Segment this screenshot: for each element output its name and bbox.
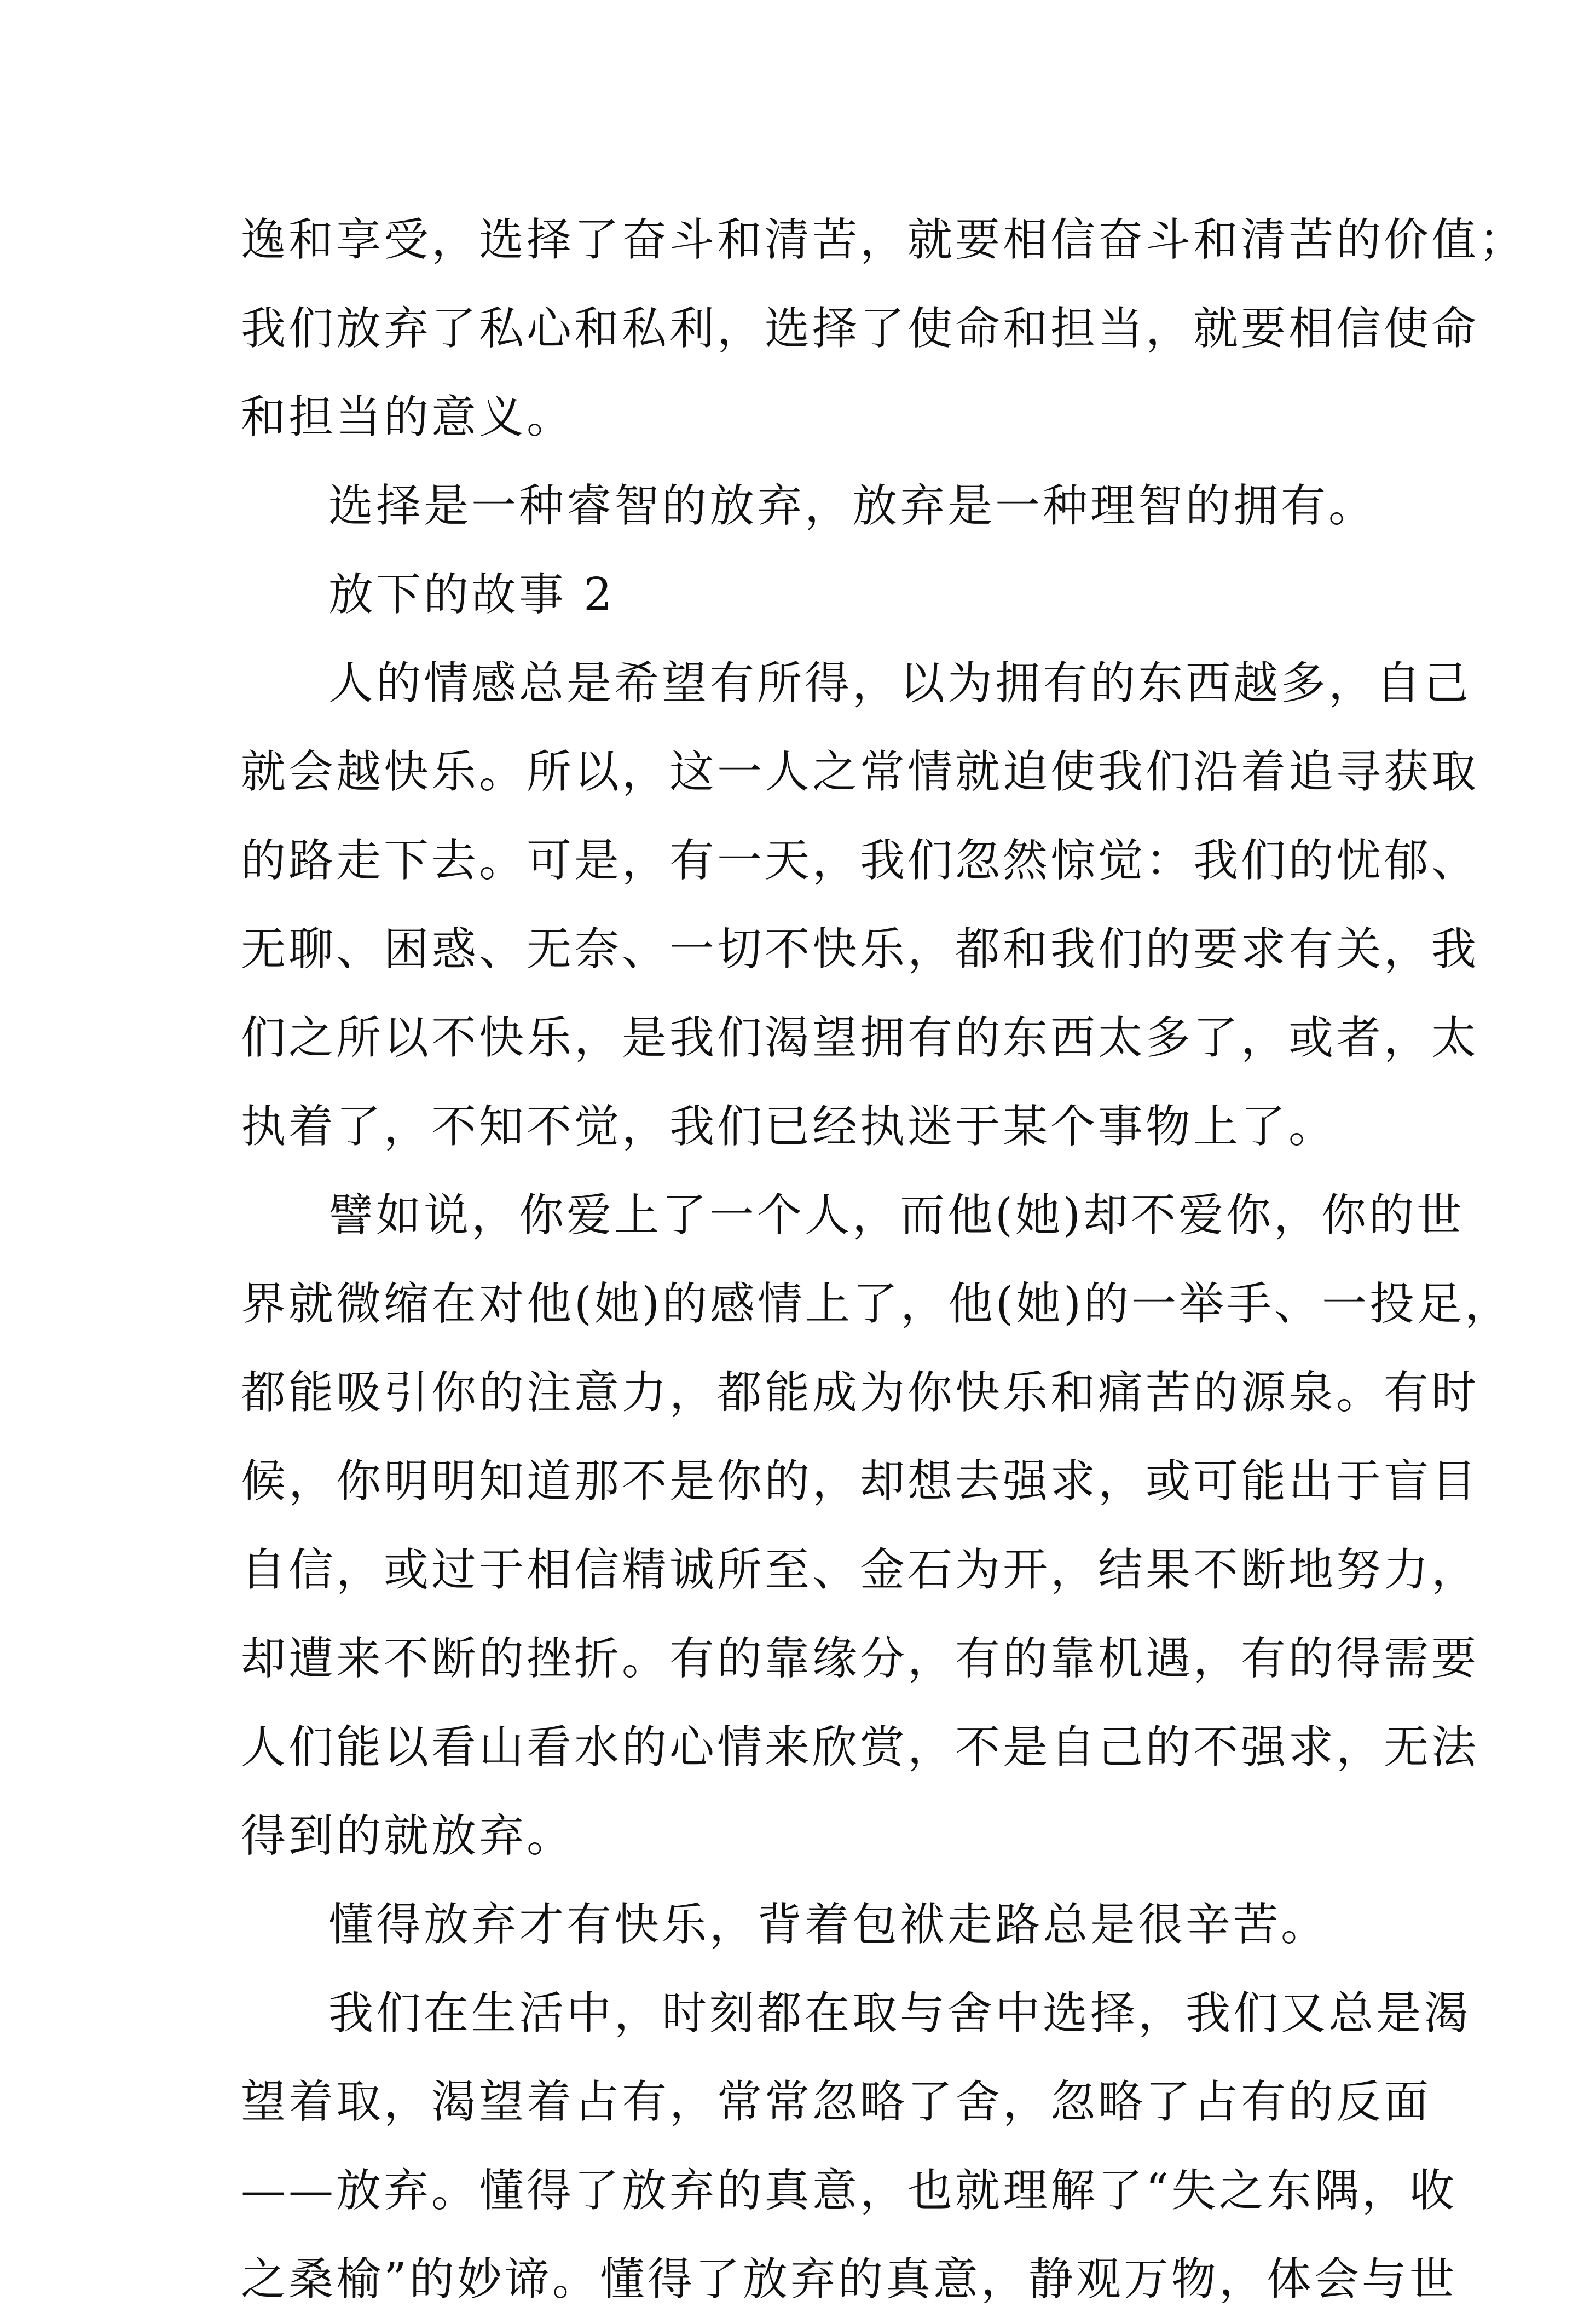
text-line: 懂得放弃才有快乐，背着包袱走路总是很辛苦。 xyxy=(328,1899,1329,1951)
text-line: 逸和享受，选择了奋斗和清苦，就要相信奋斗和清苦的价值； xyxy=(241,214,1527,266)
text-line: 候，你明明知道那不是你的，却想去强求，或可能出于盲目 xyxy=(241,1455,1479,1507)
text-line: 和担当的意义。 xyxy=(241,391,575,443)
text-line: 望着取，渴望着占有，常常忽略了舍，忽略了占有的反面 xyxy=(241,2076,1432,2128)
text-line: 都能吸引你的注意力，都能成为你快乐和痛苦的源泉。有时 xyxy=(241,1367,1479,1419)
text-line: 之桑榆”的妙谛。懂得了放弃的真意，静观万物，体会与世 xyxy=(241,2253,1457,2305)
text-line: 我们在生活中，时刻都在取与舍中选择，我们又总是渴 xyxy=(328,1987,1472,2039)
text-line: ——放弃。懂得了放弃的真意，也就理解了“失之东隅，收 xyxy=(241,2165,1457,2217)
text-line: 人们能以看山看水的心情来欣赏，不是自己的不强求，无法 xyxy=(241,1721,1479,1773)
text-line: 却遭来不断的挫折。有的靠缘分，有的靠机遇，有的得需要 xyxy=(241,1633,1479,1685)
text-line: 譬如说，你爱上了一个人，而他(她)却不爱你，你的世 xyxy=(328,1189,1464,1241)
body-text xyxy=(241,196,1527,2324)
text-line: 界就微缩在对他(她)的感情上了，他(她)的一举手、一投足， xyxy=(241,1278,1512,1330)
text-line: 人的情感总是希望有所得，以为拥有的东西越多，自己 xyxy=(328,657,1472,709)
text-line: 选择是一种睿智的放弃，放弃是一种理智的拥有。 xyxy=(328,480,1377,532)
text-line: 执着了，不知不觉，我们已经执迷于某个事物上了。 xyxy=(241,1101,1337,1153)
text-line: 我们放弃了私心和私利，选择了使命和担当，就要相信使命 xyxy=(241,303,1479,355)
text-line: 自信，或过于相信精诚所至、金石为开，结果不断地努力， xyxy=(241,1544,1479,1596)
text-line: 得到的就放弃。 xyxy=(241,1810,575,1862)
text-line: 的路走下去。可是，有一天，我们忽然惊觉：我们的忧郁、 xyxy=(241,835,1479,887)
section-heading: 放下的故事 2 xyxy=(328,569,615,621)
text-line: 们之所以不快乐，是我们渴望拥有的东西太多了，或者，太 xyxy=(241,1012,1479,1064)
text-line: 无聊、困惑、无奈、一切不快乐，都和我们的要求有关，我 xyxy=(241,923,1479,975)
text-line: 就会越快乐。所以，这一人之常情就迫使我们沿着追寻获取 xyxy=(241,746,1479,798)
